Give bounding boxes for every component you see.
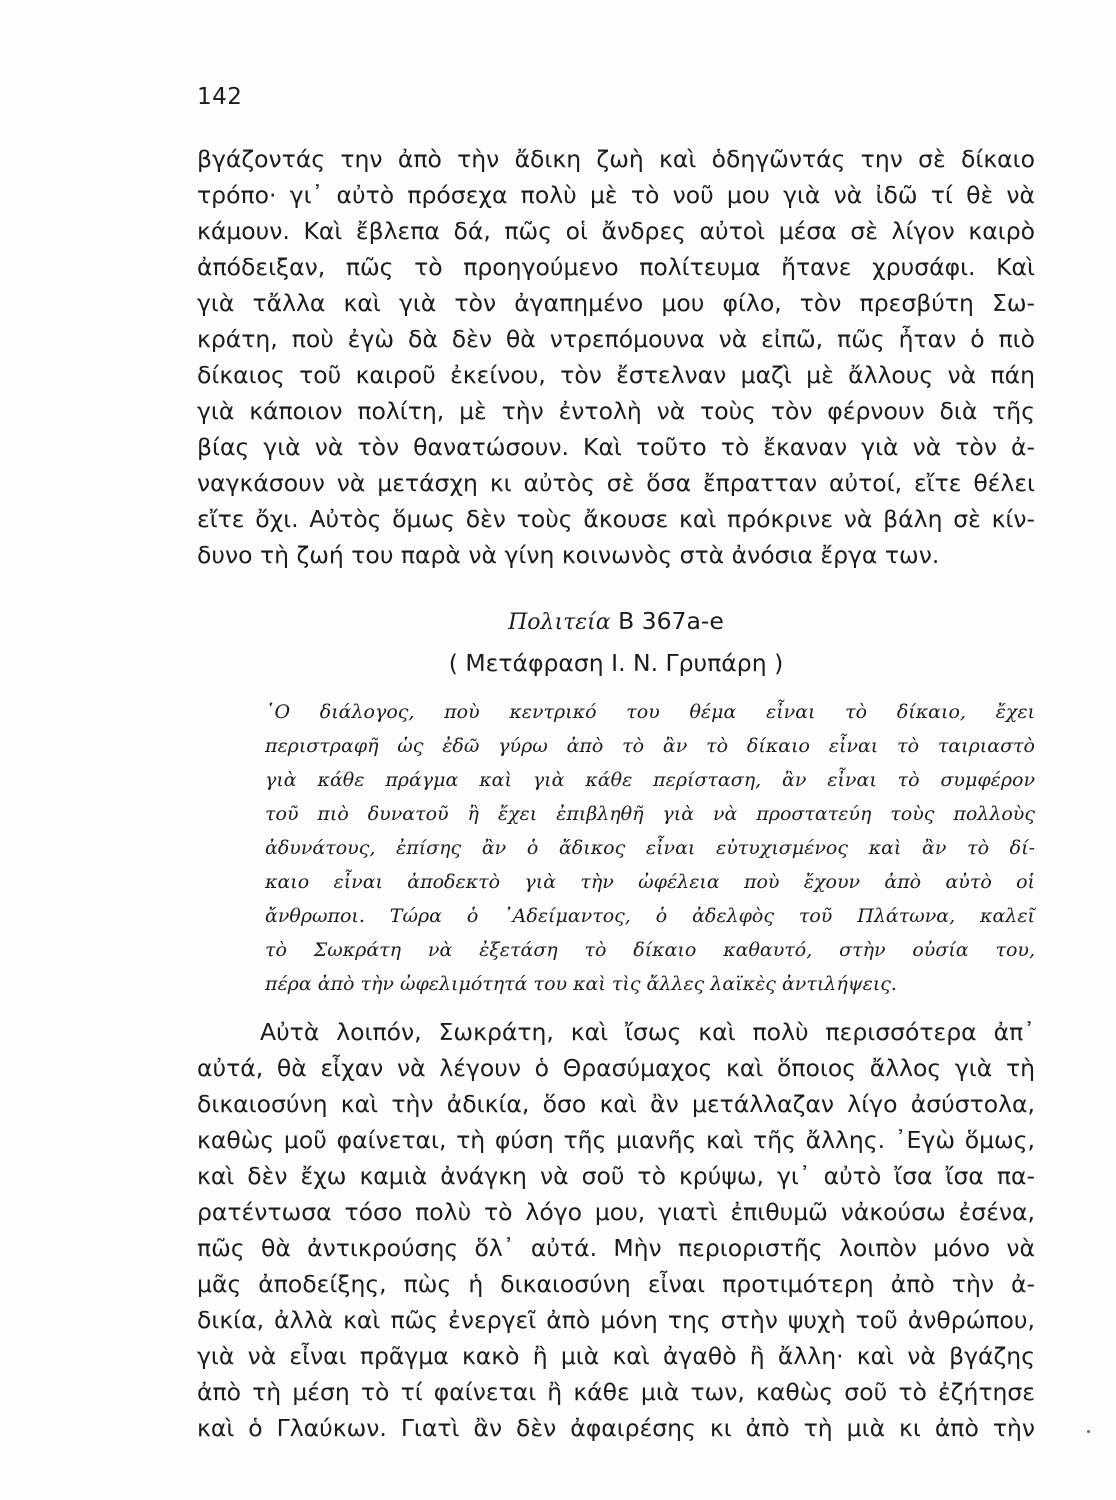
text-line: βγάζοντάς την ἀπὸ τὴν ἄδικη ζωὴ καὶ ὁδηγῶντάς την σὲ δίκαιο: [197, 145, 1035, 173]
source-title: [197, 606, 1035, 638]
text-line: γιὰ κάποιον πολίτη, μὲ τὴν ἐντολὴ νὰ τοὺς τὸν φέρνουν διὰ τῆς: [197, 397, 1035, 425]
text-line: δικία, ἀλλὰ καὶ πῶς ἐνεργεῖ ἀπὸ μόνη της στὴν ψυχὴ τοῦ ἀνθρώπου,: [197, 1306, 1035, 1334]
text-line: Αὐτὰ λοιπόν, Σωκράτη, καὶ ἴσως καὶ πολὺ περισσότερα ἀπ᾿: [260, 1018, 1035, 1046]
text-line: καὶ δὲν ἔχω καμιὰ ἀνάγκη νὰ σοῦ τὸ κρύψω, γι᾿ αὐτὸ ἴσα ἴσα πα-: [197, 1162, 1035, 1190]
text-line: καθὼς μοῦ φαίνεται, τὴ φύση τῆς μιανῆς καὶ τῆς ἄλλης. ᾿Εγὼ ὅμως,: [197, 1126, 1035, 1154]
text-line: γιὰ τἄλλα καὶ γιὰ τὸν ἀγαπημένο μου φίλο, τὸν πρεσβύτη Σω-: [197, 289, 1035, 317]
work-reference: Β 367a-e: [610, 607, 724, 635]
text-line: ρατέντωσα τόσο πολὺ τὸ λόγο μου, γιατὶ ἐπιθυμῶ νἀκούσω ἐσένα,: [197, 1198, 1035, 1226]
summary-line: τοῦ πιὸ δυνατοῦ ἢ ἔχει ἐπιβληθῆ γιὰ νὰ προστατεύη τοὺς πολλοὺς: [265, 803, 1035, 825]
translation-credit: ( Μετάφραση Ι. Ν. Γρυπάρη ): [448, 649, 784, 677]
summary-line: περιστραφῆ ὡς ἐδῶ γύρω ἀπὸ τὸ ἂν τὸ δίκαιο εἶναι τὸ ταιριαστὸ: [265, 735, 1035, 757]
text-line: βίας γιὰ νὰ τὸν θανατώσουν. Καὶ τοῦτο τὸ ἔκαναν γιὰ νὰ τὸν ἀ-: [197, 433, 1035, 461]
text-line: κάμουν. Καὶ ἔβλεπα δά, πῶς οἱ ἄνδρες αὐτοὶ μέσα σὲ λίγον καιρὸ: [197, 217, 1035, 245]
page-number: 142: [197, 84, 243, 110]
text-line: αὐτά, θὰ εἶχαν νὰ λέγουν ὁ Θρασύμαχος καὶ ὅποιος ἄλλος γιὰ τὴ: [197, 1054, 1035, 1082]
summary-line: ῾Ο διάλογος, ποὺ κεντρικό του θέμα εἶναι τὸ δίκαιο, ἔχει: [265, 701, 1035, 723]
summary-line: ἄνθρωποι. Τώρα ὁ ᾿Αδείμαντος, ὁ ἀδελφὸς τοῦ Πλάτωνα, καλεῖ: [265, 905, 1035, 927]
work-title: Πολιτεία: [508, 610, 611, 635]
summary-line: τὸ Σωκράτη νὰ ἐξετάση τὸ δίκαιο καθαυτό, στὴν οὐσία του,: [265, 939, 1035, 961]
summary-line: πέρα ἀπὸ τὴν ὠφελιμότητά του καὶ τὶς ἄλλες λαϊκὲς ἀντιλήψεις.: [265, 973, 897, 995]
text-line: τρόπο· γι᾿ αὐτὸ πρόσεχα πολὺ μὲ τὸ νοῦ μου γιὰ νὰ ἰδῶ τί θὲ νὰ: [197, 181, 1035, 209]
summary-line: γιὰ κάθε πράγμα καὶ γιὰ κάθε περίσταση, ἂν εἶναι τὸ συμφέρον: [265, 769, 1035, 791]
text-line: δυνο τὴ ζωή του παρὰ νὰ γίνη κοινωνὸς στὰ ἀνόσια ἔργα των.: [197, 541, 940, 569]
text-line: ἀπὸ τὴ μέση τὸ τί φαίνεται ἢ κάθε μιὰ των, καθὼς σοῦ τὸ ἐζήτησε: [197, 1378, 1035, 1406]
text-line: καὶ ὁ Γλαύκων. Γιατὶ ἂν δὲν ἀφαιρέσης κι ἀπὸ τὴ μιὰ κι ἀπὸ τὴν: [197, 1414, 1035, 1442]
text-line: μᾶς ἀποδείξης, πὼς ἡ δικαιοσύνη εἶναι προτιμότερη ἀπὸ τὴν ἀ-: [197, 1270, 1035, 1298]
text-line: ναγκάσουν νὰ μετάσχη κι αὐτὸς σὲ ὅσα ἔπρατταν αὐτοί, εἴτε θέλει: [197, 469, 1035, 497]
text-line: πῶς θὰ ἀντικρούσης ὅλ᾿ αὐτά. Μὴν περιοριστῆς λοιπὸν μόνο νὰ: [197, 1234, 1035, 1262]
scan-speck: [1087, 1430, 1090, 1433]
summary-line: καιο εἶναι ἀποδεκτὸ γιὰ τὴν ὠφέλεια ποὺ ἔχουν ἀπὸ αὐτὸ οἱ: [265, 871, 1035, 893]
text-line: γιὰ νὰ εἶναι πρᾶγμα κακὸ ἢ μιὰ καὶ ἀγαθὸ ἢ ἄλλη· καὶ νὰ βγάζης: [197, 1342, 1035, 1370]
text-line: εἴτε ὄχι. Αὐτὸς ὅμως δὲν τοὺς ἄκουσε καὶ πρόκρινε νὰ βάλη σὲ κίν-: [197, 505, 1035, 533]
text-line: ἀπόδειξαν, πῶς τὸ προηγούμενο πολίτευμα ἤτανε χρυσάφι. Καὶ: [197, 253, 1035, 281]
text-line: δίκαιος τοῦ καιροῦ ἐκείνου, τὸν ἔστελναν μαζὶ μὲ ἄλλους νὰ πάη: [197, 361, 1035, 389]
text-line: δικαιοσύνη καὶ τὴν ἀδικία, ὅσο καὶ ἂν μετάλλαζαν λίγο ἀσύστολα,: [197, 1090, 1035, 1118]
summary-line: ἀδυνάτους, ἐπίσης ἂν ὁ ἄδικος εἶναι εὐτυχισμένος καὶ ἂν τὸ δί-: [265, 837, 1035, 859]
text-line: κράτη, ποὺ ἐγὼ δὰ δὲν θὰ ντρεπόμουνα νὰ εἰπῶ, πῶς ἦταν ὁ πιὸ: [197, 325, 1035, 353]
